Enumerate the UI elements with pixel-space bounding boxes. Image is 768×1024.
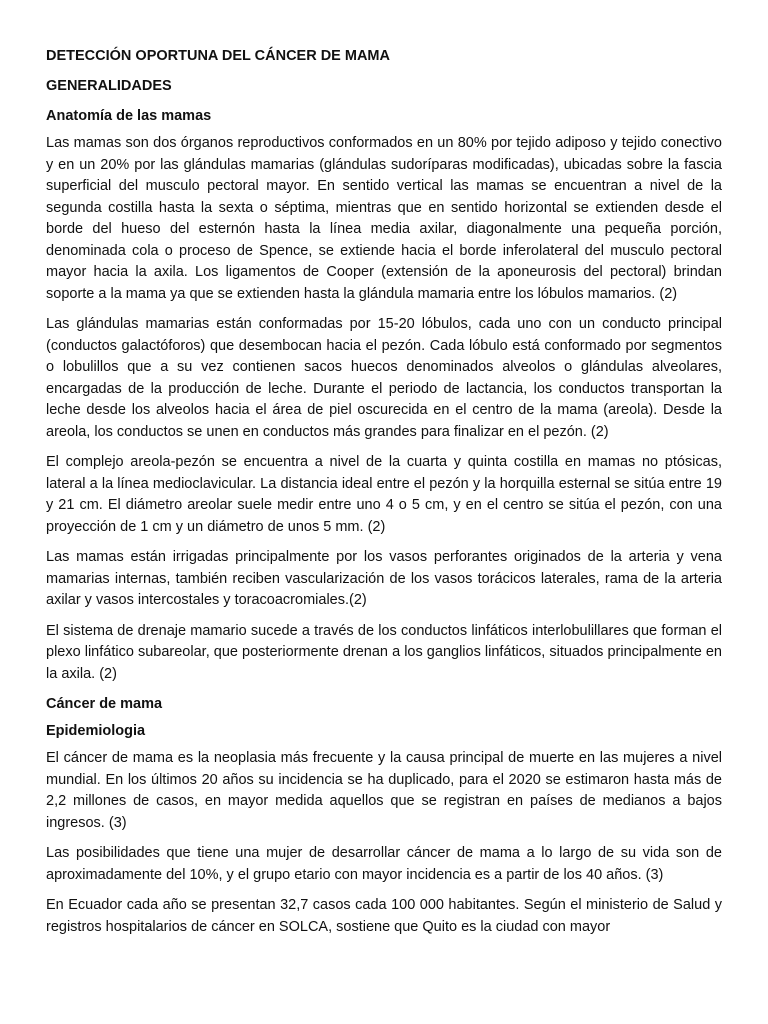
anatomy-paragraph-5: El sistema de drenaje mamario sucede a través de los conductos linfáticos interlobulillares que forman el plexo linfático subareolar, que posteriormente drenan a los ganglios linfáticos, situados principalmente en la axila. (2) (46, 622, 722, 682)
anatomy-paragraph-1: Las mamas son dos órganos reproductivos conformados en un 80% por tejido adiposo y tejido conectivo y en un 20% por las glándulas mamarias (glándulas sudoríparas modificadas), ubicadas sobre la fascia superficial del musculo pectoral mayor. En sentido vertical las mamas se encuentran a nivel de la segunda costilla hasta la sexta o séptima, mientras que en sentido horizontal se extienden desde el borde del hueso del esternón hasta la línea media axilar, diagonalmente una pequeña porción, denominada cola o proceso de Spence, se extiende hacia el borde inferolateral del musculo pectoral mayor hacia la axila. Los ligamentos de Cooper (extensión de la aponeurosis del pectoral) brindan soporte a la mama ya que se extienden hasta la glándula mamaria entre los lóbulos mamarios. (2) (46, 135, 722, 302)
anatomy-paragraph-4: Las mamas están irrigadas principalmente por los vasos perforantes originados de la arteria y vena mamarias internas, también reciben vascularización de los vasos torácicos laterales, rama de la arteria axilar y vasos intercostales y toracoacromiales.(2) (46, 549, 722, 608)
cancer-heading: Cáncer de mama (46, 696, 163, 712)
epidemiology-heading: Epidemiologia (46, 723, 146, 739)
section-heading: GENERALIDADES (46, 78, 172, 94)
document-page (46, 46, 722, 947)
epidemiology-paragraph-2: Las posibilidades que tiene una mujer de desarrollar cáncer de mama a lo largo de su vida son de aproximadamente del 10%, y el grupo etario con mayor incidencia es a partir de los 40 años. (3) (46, 845, 722, 883)
anatomy-heading: Anatomía de las mamas (46, 108, 212, 124)
anatomy-paragraph-2: Las glándulas mamarias están conformadas por 15-20 lóbulos, cada uno con un conducto principal (conductos galactóforos) que desembocan hacia el pezón. Cada lóbulo está conformado por segmentos o lobulillos que a su vez contienen sacos huecos denominados alveolos o glándulas alveolares, encargadas de la producción de leche. Durante el periodo de lactancia, los conductos transportan la leche desde los alveolos hacia el área de piel oscurecida en el centro de la mama (areola). Desde la areola, los conductos se unen en conductos más grandes para finalizar en el pezón. (2) (46, 316, 722, 440)
epidemiology-paragraph-3: En Ecuador cada año se presentan 32,7 casos cada 100 000 habitantes. Según el ministerio de Salud y registros hospitalarios de cáncer en SOLCA, sostiene que Quito es la ciudad con mayor (46, 897, 722, 935)
epidemiology-paragraph-1: El cáncer de mama es la neoplasia más frecuente y la causa principal de muerte en las mujeres a nivel mundial. En los últimos 20 años su incidencia se ha duplicado, para el 2020 se estimaron hasta más de 2,2 millones de casos, en mayor medida aquellos que se registran en países de medianos a bajos ingresos. (3) (46, 750, 722, 831)
document-title: DETECCIÓN OPORTUNA DEL CÁNCER DE MAMA (46, 48, 390, 64)
anatomy-paragraph-3: El complejo areola-pezón se encuentra a nivel de la cuarta y quinta costilla en mamas no ptósicas, lateral a la línea medioclavicular. La distancia ideal entre el pezón y la horquilla esternal se sitúa entre 19 y 21 cm. El diámetro areolar suele medir entre uno 4 o 5 cm, y en el centro se sitúa el pezón, con una proyección de 1 cm y un diámetro de unos 5 mm. (2) (46, 454, 722, 535)
